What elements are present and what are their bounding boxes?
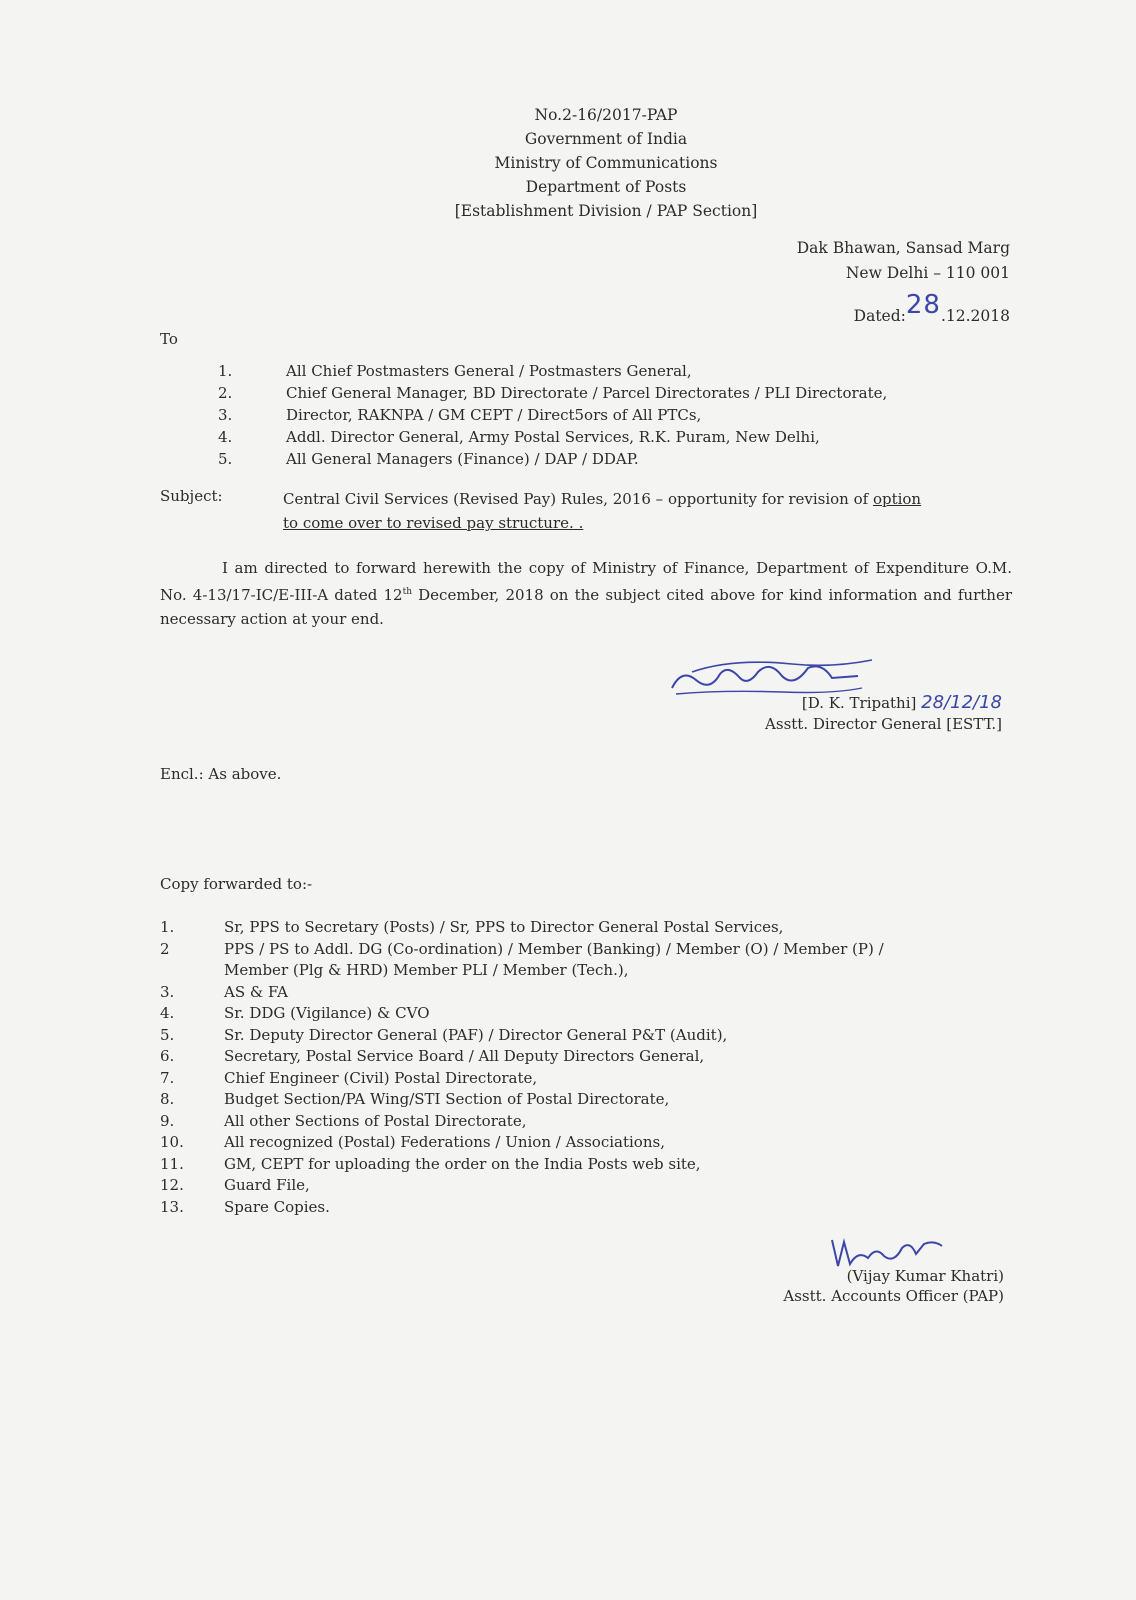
list-item: 1. Sr, PPS to Secretary (Posts) / Sr, PPS to Director General Postal Services, bbox=[160, 918, 784, 936]
address-line-2: New Delhi – 110 001 bbox=[845, 264, 1010, 282]
dated-label: Dated: bbox=[853, 307, 906, 325]
list-item: 7. Chief Engineer (Civil) Postal Directorate, bbox=[160, 1068, 538, 1087]
signatory-name: (Vijay Kumar Khatri) bbox=[846, 1267, 1004, 1285]
date-line bbox=[853, 290, 1010, 328]
list-item: 10. All recognized (Postal) Federations / Union / Associations, bbox=[160, 1133, 665, 1151]
letterhead bbox=[0, 103, 1136, 223]
ministry-line: Ministry of Communications bbox=[494, 154, 718, 172]
recipient-list bbox=[218, 360, 887, 470]
subject-label: Subject: bbox=[160, 487, 223, 505]
handwritten-signature-icon bbox=[662, 650, 1002, 710]
list-item: 4. Sr. DDG (Vigilance) & CVO bbox=[160, 1004, 430, 1022]
signatory-designation: Asstt. Accounts Officer (PAP) bbox=[783, 1287, 1004, 1305]
body-paragraph: I am directed to forward herewith the copy of Ministry of Finance, Department of Expenditure O.M. No. 4-13/17-IC/E-III-A dated 12th December, 2018 on the subject cited above for kind information and further necessary action at your end. bbox=[160, 559, 1012, 628]
list-item: 9. All other Sections of Postal Directorate, bbox=[160, 1111, 527, 1130]
list-item: Member (Plg & HRD) Member PLI / Member (Tech.), bbox=[224, 961, 629, 979]
list-item: 13. Spare Copies. bbox=[160, 1197, 330, 1216]
department-line: Department of Posts bbox=[525, 178, 687, 196]
list-item: 3. AS & FA bbox=[160, 982, 288, 1001]
list-item: 3. Director, RAKNPA / GM CEPT / Direct5ors of All PTCs, bbox=[218, 406, 702, 424]
subject-text: Central Civil Services (Revised Pay) Rules, 2016 – opportunity for revision of option to come over to revised pay structure. . bbox=[283, 490, 922, 532]
signature-block-1 bbox=[765, 650, 1002, 733]
signatory-name: [D. K. Tripathi] 28/12/18 bbox=[801, 692, 1002, 713]
handwritten-date: 28/12/18 bbox=[921, 692, 1002, 713]
list-item: 11. GM, CEPT for uploading the order on the India Posts web site, bbox=[160, 1154, 701, 1173]
handwritten-signature-icon bbox=[824, 1230, 964, 1274]
reference-number: No.2-16/2017-PAP bbox=[534, 106, 678, 124]
list-item: 5. All General Managers (Finance) / DAP / DDAP. bbox=[218, 450, 639, 468]
list-item: 6. Secretary, Postal Service Board / All Deputy Directors General, bbox=[160, 1047, 705, 1065]
signature-block-2 bbox=[783, 1230, 1004, 1305]
list-item: 1. All Chief Postmasters General / Postmasters General, bbox=[218, 362, 692, 380]
copy-forwarded-label: Copy forwarded to:- bbox=[160, 875, 313, 893]
copy-list bbox=[160, 917, 984, 1218]
address-line-1: Dak Bhawan, Sansad Marg bbox=[796, 239, 1010, 257]
government-line: Government of India bbox=[524, 130, 688, 148]
to-label: To bbox=[160, 330, 178, 348]
division-line: [Establishment Division / PAP Section] bbox=[454, 202, 758, 220]
list-item: 8. Budget Section/PA Wing/STI Section of Postal Directorate, bbox=[160, 1090, 670, 1108]
list-item: 5. Sr. Deputy Director General (PAF) / Director General P&T (Audit), bbox=[160, 1025, 728, 1044]
list-item: 2. Chief General Manager, BD Directorate / Parcel Directorates / PLI Directorate, bbox=[218, 384, 888, 402]
handwritten-day: 28 bbox=[905, 290, 941, 320]
enclosure-note: Encl.: As above. bbox=[160, 765, 282, 783]
list-item: 12. Guard File, bbox=[160, 1176, 310, 1194]
list-item: 4. Addl. Director General, Army Postal Services, R.K. Puram, New Delhi, bbox=[218, 428, 820, 446]
list-item: 2 PPS / PS to Addl. DG (Co-ordination) / Member (Banking) / Member (O) / Member (P) / bbox=[160, 939, 884, 958]
dated-rest: .12.2018 bbox=[940, 307, 1010, 325]
office-address bbox=[797, 236, 1010, 286]
signatory-designation: Asstt. Director General [ESTT.] bbox=[765, 715, 1002, 733]
